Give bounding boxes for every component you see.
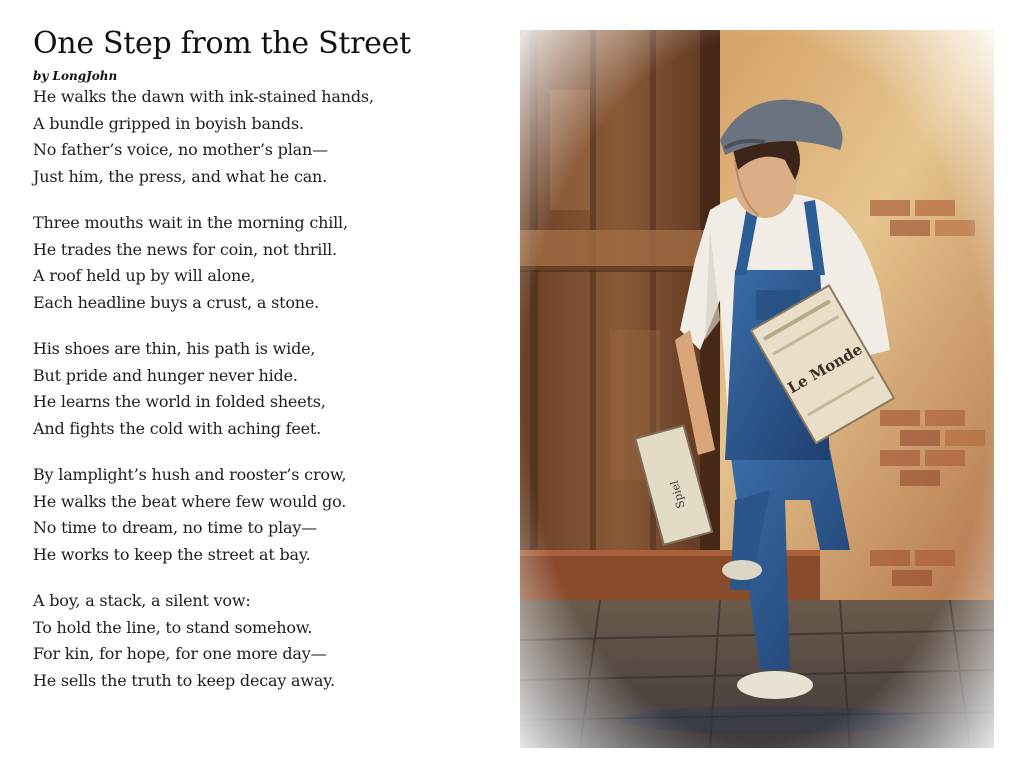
poem-line: He works to keep the street at bay. — [33, 544, 311, 564]
poem-line: To hold the line, to stand somehow. — [33, 617, 313, 637]
stanza-4 — [33, 462, 503, 568]
poem-author: by LongJohn — [33, 69, 118, 83]
poem-line: He learns the world in folded sheets, — [33, 392, 326, 411]
poem-line: A bundle gripped in boyish bands. — [33, 113, 304, 133]
poem-line: He trades the news for coin, not thrill. — [33, 239, 337, 259]
stanza-3 — [33, 336, 503, 442]
poem-line: He walks the beat where few would go. — [33, 491, 347, 511]
stanza-5 — [33, 588, 503, 694]
poem-line: No father’s voice, no mother’s plan— — [33, 140, 328, 159]
poem-line: A boy, a stack, a silent vow: — [33, 591, 251, 610]
poem-title: One Step from the Street — [33, 26, 411, 61]
poem-line: A roof held up by will alone, — [33, 266, 256, 285]
poem-line: Three mouths wait in the morning chill, — [33, 213, 348, 232]
poem-line: He sells the truth to keep decay away. — [33, 670, 335, 690]
stanza-1 — [33, 84, 503, 190]
poem — [33, 22, 503, 714]
poem-line: Just him, the press, and what he can. — [33, 166, 328, 186]
poem-line: His shoes are thin, his path is wide, — [33, 339, 316, 358]
poem-line: By lamplight’s hush and rooster’s crow, — [33, 465, 347, 484]
stanza-2 — [33, 210, 503, 316]
poem-line: But pride and hunger never hide. — [33, 365, 298, 385]
poem-line: And fights the cold with aching feet. — [33, 418, 321, 438]
poem-line: No time to dream, no time to play— — [33, 518, 317, 537]
newsboy-painting — [520, 30, 994, 748]
poem-line: For kin, for hope, for one more day— — [33, 644, 327, 663]
poem-line: Each headline buys a crust, a stone. — [33, 292, 320, 312]
poem-line: He walks the dawn with ink-stained hands, — [33, 87, 374, 106]
